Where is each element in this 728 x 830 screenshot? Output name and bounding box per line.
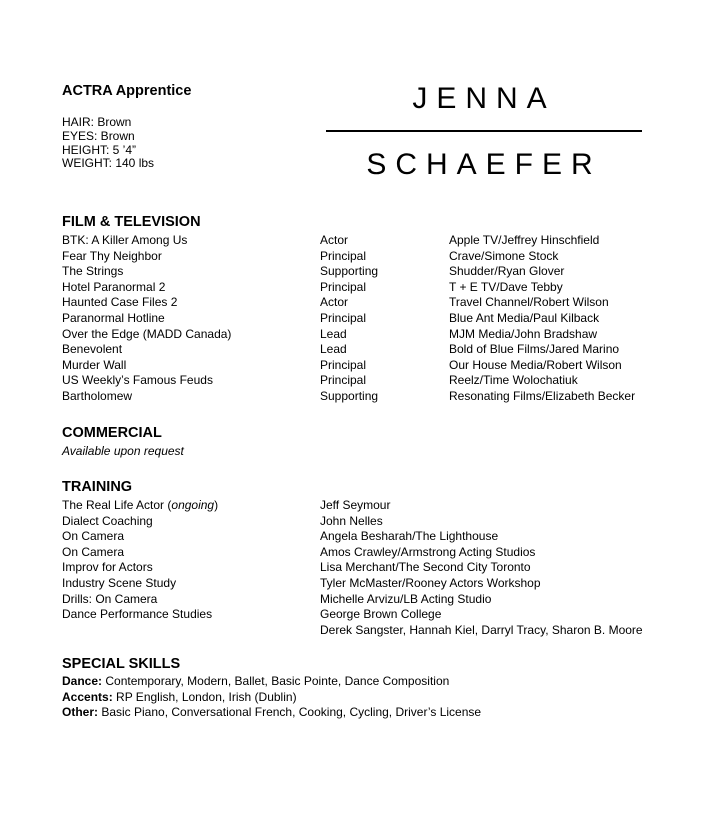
training-course: Improv for Actors [62,560,153,575]
course-text: The Real Life Actor ( [62,498,172,512]
film-role: Actor [320,295,349,310]
film-title: BTK: A Killer Among Us [62,233,188,247]
skill-label: Accents: [62,689,113,704]
commercial-note [62,444,184,460]
stat-hair: HAIR: Brown [62,115,132,129]
film-company: T + E TV/Dave Tebby [449,279,563,294]
training-course [62,498,218,514]
training-course: On Camera [62,544,125,559]
film-title: Fear Thy Neighbor [62,248,162,263]
film-company: Travel Channel/Robert Wilson [449,295,609,310]
film-role: Principal [320,279,367,294]
skill-other [62,705,481,721]
film-title: Murder Wall [62,357,127,372]
training-instructor: Michelle Arvizu/LB Acting Studio [320,591,492,606]
film-title: Bartholomew [62,388,133,403]
film-company: Apple TV/Jeffrey Hinschfield [449,233,600,247]
skill-value: RP English, London, Irish (Dublin) [112,689,297,704]
skill-label: Dance: [62,674,103,688]
film-company: Our House Media/Robert Wilson [449,357,622,372]
training-instructor: George Brown College [320,607,442,622]
training-course: Dialect Coaching [62,513,153,528]
skill-value: Contemporary, Modern, Ballet, Basic Pointe, Dance Composition [102,674,450,688]
skill-dance [62,674,481,690]
film-title: US Weekly’s Famous Feuds [62,373,213,388]
film-title: Haunted Case Files 2 [62,295,178,310]
section-heading-film-tv: FILM & TELEVISION [62,214,201,230]
film-role: Supporting [320,264,379,279]
film-company: Blue Ant Media/Paul Kilback [449,310,600,325]
commercial-note-text: Available upon request [62,444,184,458]
film-role: Supporting [320,388,379,403]
film-role: Principal [320,248,367,263]
film-role: Principal [320,310,367,325]
training-course: Dance Performance Studies [62,607,213,622]
training-instructor: Tyler McMaster/Rooney Actors Workshop [320,575,541,590]
film-title: The Strings [62,264,124,279]
training-course: Drills: On Camera [62,591,158,606]
film-role: Principal [320,357,367,372]
film-company: Reelz/Time Wolochatiuk [449,373,578,388]
film-company: MJM Media/John Bradshaw [449,326,598,341]
training-instructor: Amos Crawley/Armstrong Acting Studios [320,544,536,559]
film-title: Paranormal Hotline [62,310,165,325]
film-role: Actor [320,233,349,247]
section-heading-commercial: COMMERCIAL [62,425,162,441]
film-company: Resonating Films/Elizabeth Becker [449,388,636,403]
skills-list [62,674,481,721]
film-titles-column [62,233,231,405]
stat-weight: WEIGHT: 140 lbs [62,156,155,171]
last-name: SCHAEFER [366,148,602,181]
film-title: Hotel Paranormal 2 [62,279,166,294]
film-roles-column [320,233,378,405]
training-course: On Camera [62,529,125,544]
training-courses-column [62,498,218,623]
skill-label: Other: [62,705,98,720]
skill-value: Basic Piano, Conversational French, Cooking, Cycling, Driver’s License [98,705,482,720]
course-text: ) [214,498,219,512]
training-instructor: Lisa Merchant/The Second City Toronto [320,560,531,575]
stat-height: HEIGHT: 5 ’4” [62,142,137,157]
film-companies-column [449,233,635,405]
section-heading-training: TRAINING [62,479,133,495]
skill-accents [62,690,481,706]
training-instructor: Angela Besharah/The Lighthouse [320,529,499,544]
training-instructors-column [320,498,643,638]
film-company: Crave/Simone Stock [449,248,559,263]
film-role: Lead [320,342,347,357]
training-instructor: John Nelles [320,513,383,528]
training-course: Industry Scene Study [62,575,177,590]
film-company: Shudder/Ryan Glover [449,264,565,279]
film-role: Principal [320,373,367,388]
film-role: Lead [320,326,347,341]
union-status: ACTRA Apprentice [62,83,192,99]
training-instructor: Jeff Seymour [320,498,391,512]
film-company: Bold of Blue Films/Jared Marino [449,342,620,357]
training-instructor: Derek Sangster, Hannah Kiel, Darryl Tracy, Sharon B. Moore [320,622,643,637]
film-title: Over the Edge (MADD Canada) [62,326,232,341]
name-divider [326,130,642,132]
stat-eyes: EYES: Brown [62,128,135,143]
first-name: JENNA [412,82,556,115]
film-title: Benevolent [62,342,123,357]
physical-stats [62,116,154,171]
section-heading-special-skills: SPECIAL SKILLS [62,656,181,672]
course-ongoing-note: ongoing [171,498,215,512]
